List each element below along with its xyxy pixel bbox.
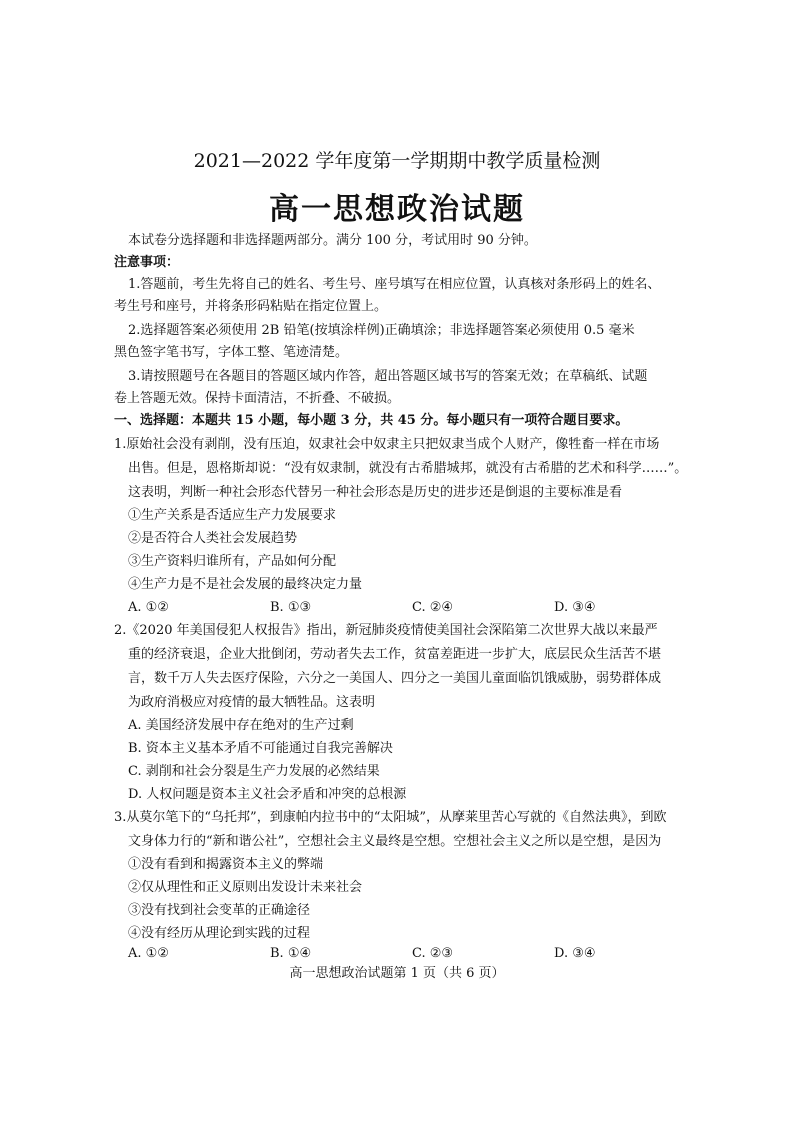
notice-line: 2.选择题答案必须使用 2B 铅笔(按填涂样例)正确填涂；非选择题答案必须使用 0.5 毫米 (128, 323, 635, 338)
question-3-stem: 3.从莫尔笔下的“乌托邦”，到康帕内拉书中的“太阳城”，从摩莱里苦心写就的《自然法典》，到欧 (114, 810, 667, 825)
section-heading: 一、选择题：本题共 15 小题，每小题 3 分，共 45 分。每小题只有一项符合题目要求。 (114, 413, 629, 428)
question-1-stem: 出售。但是，恩格斯却说：“没有奴隶制，就没有古希腊城邦，就没有古希腊的艺术和科学……”。 (128, 461, 688, 476)
choice-c: C. ②③ (412, 946, 454, 961)
question-3-item: ②仅从理性和正义原则出发设计未来社会 (128, 880, 363, 895)
question-3-item: ①没有看到和揭露资本主义的弊端 (128, 857, 324, 872)
choice-c: C. ②④ (412, 600, 454, 615)
notice-line: 黑色签字笔书写，字体工整、笔迹清楚。 (114, 345, 349, 360)
question-2-choice-b: B. 资本主义基本矛盾不可能通过自我完善解决 (128, 741, 393, 756)
notice-line: 3.请按照题号在各题目的答题区域内作答，超出答题区域书写的答案无效；在草稿纸、试题 (128, 369, 648, 384)
question-3-stem: 文身体力行的“新和谐公社”，空想社会主义最终是空想。空想社会主义之所以是空想，是因为 (128, 834, 662, 849)
question-2-stem: 2.《2020 年美国侵犯人权报告》指出，新冠肺炎疫情使美国社会深陷第二次世界大战以来最严 (114, 623, 658, 638)
notice-line: 1.答题前，考生先将自己的姓名、考生号、座号填写在相应位置，认真核对条形码上的姓名、 (128, 277, 661, 292)
notice-line: 考生号和座号，并将条形码粘贴在指定位置上。 (114, 299, 388, 314)
choice-d: D. ③④ (554, 946, 596, 961)
question-1-stem: 这表明，判断一种社会形态代替另一种社会形态是历史的进步还是倒退的主要标准是看 (128, 485, 623, 500)
exam-term-heading: 2021—2022 学年度第一学期期中教学质量检测 (193, 150, 601, 172)
question-2-stem: 为政府消极应对疫情的最大牺牲品。这表明 (128, 695, 376, 710)
notice-line: 卷上答题无效。保持卡面清洁，不折叠、不破损。 (114, 391, 401, 406)
question-3-item: ④没有经历从理论到实践的过程 (128, 926, 311, 941)
choice-d: D. ③④ (554, 600, 596, 615)
question-2-choice-c: C. 剥削和社会分裂是生产力发展的必然结果 (128, 764, 380, 779)
choice-b: B. ①④ (270, 946, 312, 961)
question-2-stem: 重的经济衰退，企业大批倒闭，劳动者失去工作，贫富差距进一步扩大，底层民众生活苦不堪 (128, 647, 662, 662)
question-1-item: ①生产关系是否适应生产力发展要求 (128, 508, 337, 523)
intro-text: 本试卷分选择题和非选择题两部分。满分 100 分，考试用时 90 分钟。 (128, 233, 537, 248)
page-footer: 高一思想政治试题第 1 页（共 6 页） (289, 966, 505, 981)
choice-b: B. ①③ (270, 600, 312, 615)
question-1-stem: 1.原始社会没有剥削，没有压迫，奴隶社会中奴隶主只把奴隶当成个人财产，像牲畜一样在市场 (114, 437, 660, 452)
question-1-item: ②是否符合人类社会发展趋势 (128, 531, 298, 546)
question-1-item: ③生产资料归谁所有，产品如何分配 (128, 554, 337, 569)
question-3-item: ③没有找到社会变革的正确途径 (128, 903, 311, 918)
choice-a: A. ①② (128, 946, 169, 961)
notice-heading: 注意事项： (114, 255, 180, 270)
question-2-choice-a: A. 美国经济发展中存在绝对的生产过剩 (128, 718, 354, 733)
question-2-choice-d: D. 人权问题是资本主义社会矛盾和冲突的总根源 (128, 787, 407, 802)
choice-a: A. ①② (128, 600, 169, 615)
question-1-item: ④生产力是不是社会发展的最终决定力量 (128, 577, 363, 592)
question-2-stem: 言，数千万人失去医疗保险，六分之一美国人、四分之一美国儿童面临饥饿威胁，弱势群体成 (128, 671, 662, 686)
exam-title: 高一思想政治试题 (269, 192, 525, 227)
